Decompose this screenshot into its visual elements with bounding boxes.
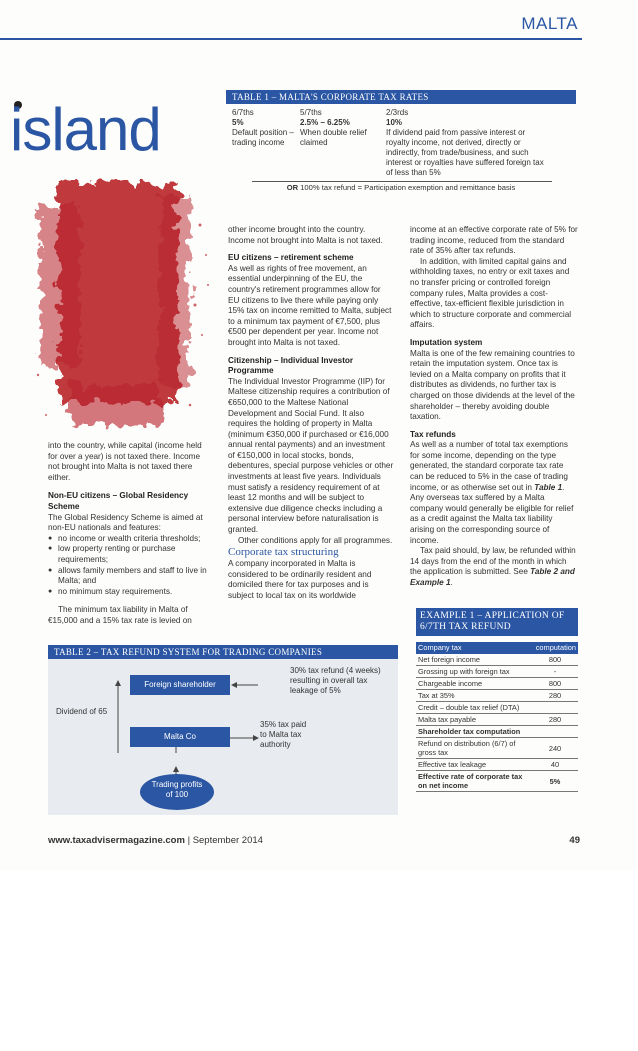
- left-bullet-list: [48, 534, 212, 598]
- t1-c2-r2: 2.5% – 6.25%: [300, 118, 350, 127]
- table-row: [416, 666, 578, 678]
- trading-profits-line2: of 100: [165, 790, 189, 799]
- example1: [416, 608, 578, 792]
- page-number: 49: [569, 835, 580, 846]
- table1-col1: [232, 108, 300, 178]
- t1-c2-r3: When double relief: [300, 128, 367, 137]
- list-item: ● no minimum stay requirements.: [58, 587, 212, 598]
- example1-title: EXAMPLE 1 – APPLICATION OF 6/7TH TAX REFUND: [416, 608, 578, 636]
- list-item: ● low property renting or purchase requirements;: [58, 544, 212, 565]
- table2-example1-reference: Table 2 and Example 1: [410, 567, 575, 587]
- table-row: [416, 759, 578, 771]
- row-value: [532, 702, 578, 714]
- mid-p2: As well as rights of free movement, an essential underpinning of the EU, the country's retirement programmes allow for EU citizens to live there while paying only 15% tax on income remitted to Malta, subject to a minimum tax payment of €7,500, plus €500 per dependent per year. Income not brought into Malta is not taxed.: [228, 263, 392, 347]
- tax-paid-note: [260, 720, 350, 750]
- left-p2: The Global Residency Scheme is aimed at non-EU nationals and features:: [48, 512, 203, 533]
- table1-reference: Table 1: [534, 482, 563, 492]
- table1-rule: [252, 181, 552, 182]
- t1-c3-r1: 2/3rds: [386, 108, 409, 117]
- list-item: ● no income or wealth criteria thresholds;: [58, 534, 212, 545]
- mid-p1: other income brought into the country. Income not brought into Malta is not taxed.: [228, 225, 383, 245]
- list-item: ● allows family members and staff to live in Malta; and: [58, 566, 212, 587]
- t1-c3-r3: If dividend paid from passive interest or: [386, 128, 526, 137]
- left-heading-global-residency: Non-EU citizens – Global Residency Scheme: [48, 491, 189, 511]
- row-label: Tax at 35%: [416, 690, 532, 702]
- right-p4-text: As well as a number of total tax exemptions for some income, depending on the type generated, the standard corporate tax rate can be reduced to 5% in the case of trading income, or as otherwise set out in: [410, 440, 568, 492]
- refund-note-line3: leakage of 5%: [290, 686, 341, 695]
- table-row: [416, 738, 578, 759]
- table1-col3: [386, 108, 566, 178]
- dividend-label: Dividend of 65: [56, 707, 108, 716]
- row-value: 800: [532, 678, 578, 690]
- right-p2: In addition, with limited capital gains and withholding taxes, no entry or exit taxes and no transfer pricing or controlled foreign company rules, Malta provides a cost-effective, tax-efficient flexible jurisdiction in which to structure corporate and commercial affairs.: [410, 256, 572, 330]
- tax-paid-line2: to Malta tax: [260, 730, 302, 739]
- tax-paid-line3: authority: [260, 740, 291, 749]
- table1: [226, 90, 576, 202]
- section-title: MALTA: [521, 14, 578, 33]
- t1-c1-r3: Default position –: [232, 128, 294, 137]
- t1-c1-r1: 6/7ths: [232, 108, 254, 117]
- right-p4-text-end: . Any overseas tax suffered by a Malta company would generally be eligible for relief as a credit against the Malta tax liability arising on the corresponding source of income.: [410, 482, 574, 545]
- table-header-row: [416, 642, 578, 654]
- row-label: Effective rate of corporate tax on net income: [416, 771, 532, 792]
- row-value: 240: [532, 738, 578, 759]
- t1-c3-r4: royalty income, not derived, directly or: [386, 138, 521, 147]
- table1-footer: [226, 183, 576, 192]
- t1-c2-r4: claimed: [300, 138, 328, 147]
- t1-c1-r4: trading income: [232, 138, 285, 147]
- header-cell: Company tax: [416, 642, 532, 654]
- row-label: Grossing up with foreign tax: [416, 666, 532, 678]
- right-p3: Malta is one of the few remaining countries to retain the imputation system. Once tax is levied on a Malta company on profits that it distributes as dividends, no further tax is charged on those dividends at the level of the shareholder – thereby avoiding double taxation.: [410, 348, 575, 422]
- footer-website: www.taxadvisermagazine.com: [48, 835, 185, 846]
- row-value: 280: [532, 714, 578, 726]
- header-cell: computation: [532, 642, 578, 654]
- table-row: [416, 726, 578, 738]
- mid-p3: The Individual Investor Programme (IIP) for Maltese citizenship requires a contribution of €650,000 to the Maltese National Development and Social Fund. It also requires the holding of property in Malta (minimum €350,000 if purchased or €16,000 annual rental payments) and an investment of €150,000 in local stocks, bonds, debentures, special purpose vehicles or other investments at least five years. Individuals must satisfy a residency requirement of at least 12 months and will be subject to extensive due diligence checks including a personal interview before naturalisation is granted.: [228, 376, 394, 535]
- right-p4: [410, 440, 578, 546]
- row-label: Chargeable income: [416, 678, 532, 690]
- t1-footer-text: 100% tax refund = Participation exemption and remittance basis: [298, 183, 516, 192]
- row-value: 800: [532, 654, 578, 666]
- table1-title: TABLE 1 – MALTA'S CORPORATE TAX RATES: [226, 90, 576, 104]
- headline-word: island: [10, 96, 161, 163]
- right-heading-imputation: Imputation system: [410, 337, 483, 347]
- example1-table: [416, 642, 578, 792]
- trading-profits-box: [140, 774, 214, 810]
- right-p5-text-end: .: [450, 578, 453, 587]
- t1-c3-r2: 10%: [386, 118, 403, 127]
- row-value: -: [532, 666, 578, 678]
- t1-c3-r7: of less than 5%: [386, 168, 441, 177]
- tax-paid-line1: 35% tax paid: [260, 720, 307, 729]
- header-rule: [0, 38, 582, 40]
- page-footer: [48, 835, 263, 846]
- mid-heading-eu-citizens: EU citizens – retirement scheme: [228, 253, 354, 263]
- right-p5-text: Tax paid should, by law, be refunded within 14 days from the end of the month in which the application is submitted. See: [410, 546, 576, 577]
- red-paint-splash-image: [30, 165, 215, 440]
- left-p1: into the country, while capital (income held for over a year) is not taxed there. Income not brought into Malta is not taxed there either.: [48, 441, 202, 482]
- table2: [48, 645, 398, 815]
- refund-note: [290, 666, 394, 696]
- row-label: Malta tax payable: [416, 714, 532, 726]
- refund-note-line2: resulting in overall tax: [290, 676, 368, 685]
- t1-c3-r6: interest or royalties have suffered foreign tax: [386, 158, 544, 167]
- foreign-shareholder-box: Foreign shareholder: [130, 675, 230, 695]
- row-value: 5%: [532, 771, 578, 792]
- left-p3: The minimum tax liability in Malta of €15,000 and a 15% tax rate is levied on: [48, 605, 192, 625]
- table-row: [416, 654, 578, 666]
- mid-heading-citizenship: Citizenship – Individual Investor Programme: [228, 355, 354, 376]
- table-row: [416, 702, 578, 714]
- t1-c3-r5: indirectly, from trade/business, and such: [386, 148, 529, 157]
- column-left: [48, 441, 212, 627]
- t1-footer-or: OR: [286, 183, 299, 192]
- table1-col2: [300, 108, 386, 178]
- table-row: [416, 771, 578, 792]
- trading-profits-line1: Trading profits: [151, 780, 203, 789]
- row-label: Credit – double tax relief (DTA): [416, 702, 532, 714]
- refund-note-line1: 30% tax refund (4 weeks): [290, 666, 381, 675]
- row-value: 280: [532, 690, 578, 702]
- mid-p5: A company incorporated in Malta is considered to be ordinarily resident and domiciled there for tax purposes and is subject to local tax on its worldwide: [228, 559, 372, 600]
- right-p1: income at an effective corporate rate of 5% for trading income, reduced from the standard rate of 35% after tax refunds.: [410, 225, 578, 256]
- column-middle: [228, 225, 394, 602]
- t1-c2-r1: 5/7ths: [300, 108, 322, 117]
- footer-date: September 2014: [192, 835, 263, 846]
- table-row: [416, 714, 578, 726]
- right-p5: [410, 546, 578, 588]
- table2-title: TABLE 2 – TAX REFUND SYSTEM FOR TRADING COMPANIES: [48, 645, 398, 659]
- row-label: Refund on distribution (6/7) of gross tax: [416, 738, 532, 759]
- row-value: [532, 726, 578, 738]
- table-row: [416, 690, 578, 702]
- malta-co-box: Malta Co: [130, 727, 230, 747]
- column-right: [410, 225, 578, 589]
- footer-separator: |: [187, 835, 191, 846]
- right-heading-tax-refunds: Tax refunds: [410, 429, 456, 439]
- row-label: Shareholder tax computation: [416, 726, 532, 738]
- row-value: 40: [532, 759, 578, 771]
- mid-subheading-corporate-tax: Corporate tax structuring: [228, 546, 339, 559]
- t1-c1-r2: 5%: [232, 118, 244, 127]
- row-label: Effective tax leakage: [416, 759, 532, 771]
- row-label: Net foreign income: [416, 654, 532, 666]
- table-row: [416, 678, 578, 690]
- mid-p4: Other conditions apply for all programmes.: [238, 535, 393, 545]
